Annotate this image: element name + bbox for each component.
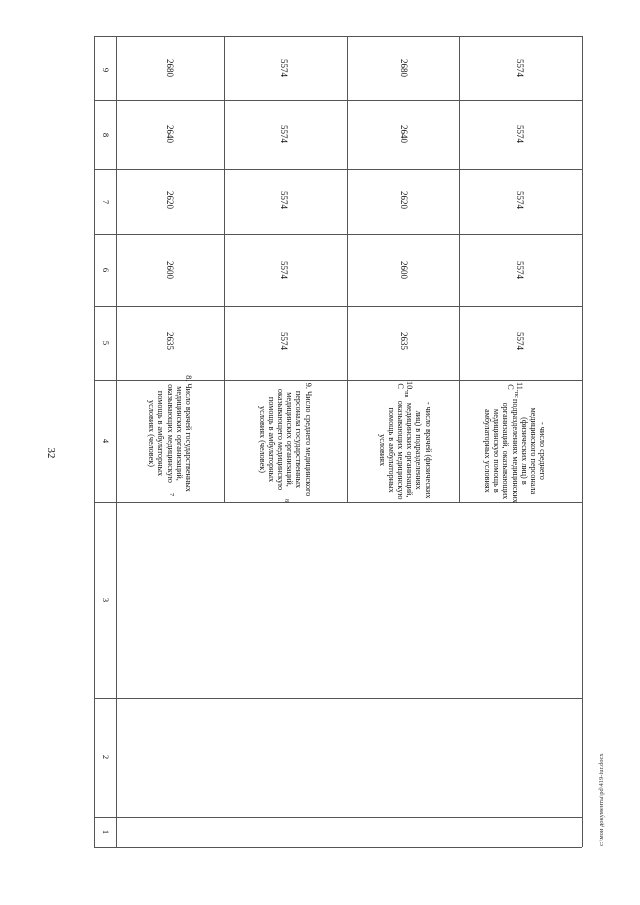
cell-row10-col7: 2620 xyxy=(399,191,409,209)
cell-row11-col9: 5574 xyxy=(515,59,525,77)
cell-row9-col7: 5574 xyxy=(279,191,289,209)
cell-row11-col7: 5574 xyxy=(515,191,525,209)
column-header-7: 7 xyxy=(101,199,111,205)
column-header-4: 4 xyxy=(101,438,111,444)
cell-row11-col5: 5574 xyxy=(515,332,525,350)
cell-row9-col6: 5574 xyxy=(279,261,289,279)
page-number: 32 xyxy=(45,447,57,459)
cell-row9-col9: 5574 xyxy=(279,59,289,77)
cell-row11-col8: 5574 xyxy=(515,125,525,143)
row-label-8: 8. Число врачей государственных медицинских организаций, оказывающих медицинскую помощь в амбулаторных условиях (человек) 7 xyxy=(147,375,194,496)
column-header-6: 6 xyxy=(101,267,111,273)
cell-row8-col9: 2680 xyxy=(165,59,175,77)
footer-file-path: c:\мои документы\pd\419-iur.docx xyxy=(598,753,605,846)
data-table xyxy=(94,36,582,847)
column-header-2: 2 xyxy=(101,754,111,760)
cell-row8-col5: 2635 xyxy=(165,332,175,350)
column-header-8: 8 xyxy=(101,132,111,138)
cell-row8-col7: 2620 xyxy=(165,191,175,209)
cell-row9-col5: 5574 xyxy=(279,332,289,350)
column-header-5: 5 xyxy=(101,340,111,346)
row-label-10: 10. C пв - число врачей (физических лиц) в подразделениях медицинских организаций, оказывающих медицинскую помощь в амбулаторных условиях xyxy=(377,381,433,500)
cell-row8-col8: 2640 xyxy=(165,125,175,143)
cell-row10-col6: 2600 xyxy=(399,261,409,279)
cell-row10-col5: 2635 xyxy=(399,332,409,350)
cell-row10-col8: 2640 xyxy=(399,125,409,143)
column-header-9: 9 xyxy=(101,67,111,73)
row-label-11: 11. C пс - число среднего медицинского персонала (физических лиц) в подразделениях медицинских организаций, оказывающих медицинскую помощь в амбулаторных условиях xyxy=(483,382,548,503)
cell-row9-col8: 5574 xyxy=(279,125,289,143)
cell-row11-col6: 5574 xyxy=(515,261,525,279)
cell-row8-col6: 2600 xyxy=(165,261,175,279)
column-header-3: 3 xyxy=(101,597,111,603)
row-label-9: 9. Число среднего медицинского персонала государственных медицинских организаций, оказывающего медицинскую помощь в амбулаторных условиях (человек) 8 xyxy=(257,382,313,502)
cell-row10-col9: 2680 xyxy=(399,59,409,77)
column-header-1: 1 xyxy=(101,829,111,835)
